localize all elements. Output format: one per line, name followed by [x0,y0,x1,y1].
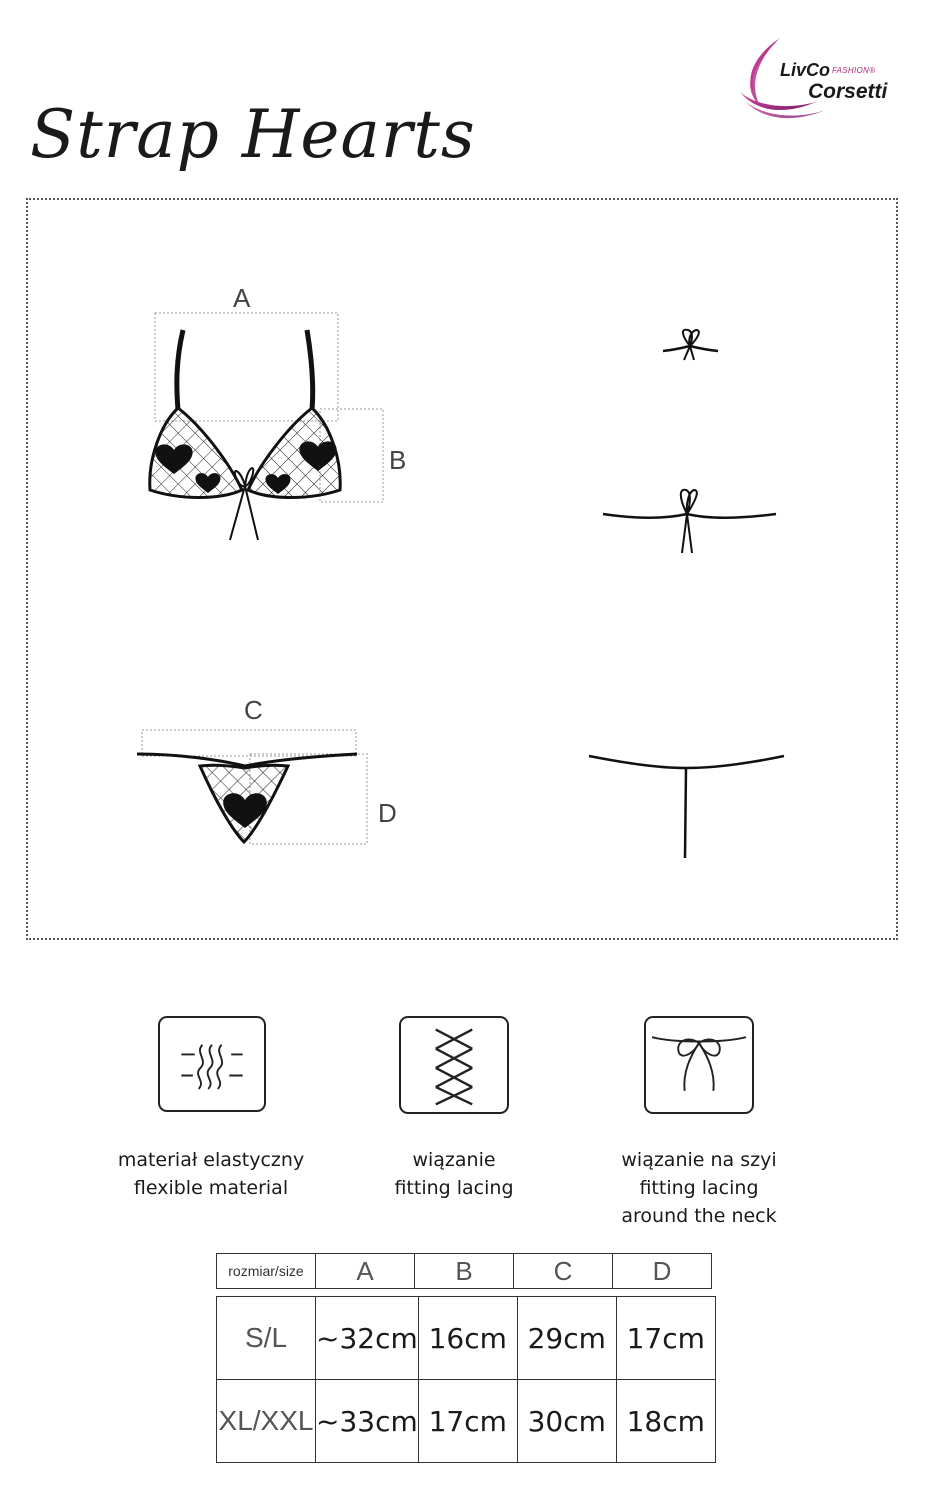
dimension-label-a: A [233,283,251,313]
brand-name-fashion: FASHION® [832,66,876,75]
table-row [217,1297,716,1380]
value-cell: 18cm [616,1380,715,1463]
feature-elastic-en: flexible material [133,1177,289,1199]
size-header-b: B [415,1254,514,1289]
size-table-header [216,1253,712,1289]
neck-tie-icon [644,1016,754,1114]
size-header-d: D [613,1254,712,1289]
value-cell: 30cm [517,1380,616,1463]
value-cell: 16cm [418,1297,517,1380]
thong-front-illustration [137,730,367,844]
feature-neck-pl: wiązanie na szyi [621,1149,777,1171]
dimension-label-b: B [389,445,407,475]
size-cell: XL/XXL [217,1380,316,1463]
bra-front-illustration [150,313,383,540]
dimension-label-d: D [378,798,397,828]
thong-back-illustration [589,756,784,858]
lacing-icon [399,1016,509,1114]
size-header-c: C [514,1254,613,1289]
elastic-material-icon [158,1016,266,1112]
product-illustrations [26,198,898,940]
feature-lacing-en: fitting lacing [394,1177,514,1199]
value-cell: ~32cm [316,1297,419,1380]
dimension-label-c: C [244,695,263,725]
feature-neck-en-1: fitting lacing [639,1177,759,1199]
brand-name-livco: LivCo [780,60,831,80]
feature-lacing-pl: wiązanie [412,1149,496,1171]
size-table [216,1296,716,1463]
value-cell: 29cm [517,1297,616,1380]
product-title: Strap Hearts [30,96,476,173]
value-cell: ~33cm [316,1380,419,1463]
value-cell: 17cm [616,1297,715,1380]
feature-neck-text [569,1146,829,1230]
feature-elastic-text [81,1146,341,1202]
feature-lacing-text [324,1146,584,1202]
size-cell: S/L [217,1297,316,1380]
feature-neck-en-2: around the neck [621,1205,777,1227]
table-row [217,1380,716,1463]
bra-back-illustration [603,330,776,553]
size-header-a: A [316,1254,415,1289]
feature-elastic-pl: materiał elastyczny [117,1149,305,1171]
size-header-label: rozmiar/size [217,1254,316,1289]
brand-name-corsetti: Corsetti [808,80,888,103]
value-cell: 17cm [418,1380,517,1463]
